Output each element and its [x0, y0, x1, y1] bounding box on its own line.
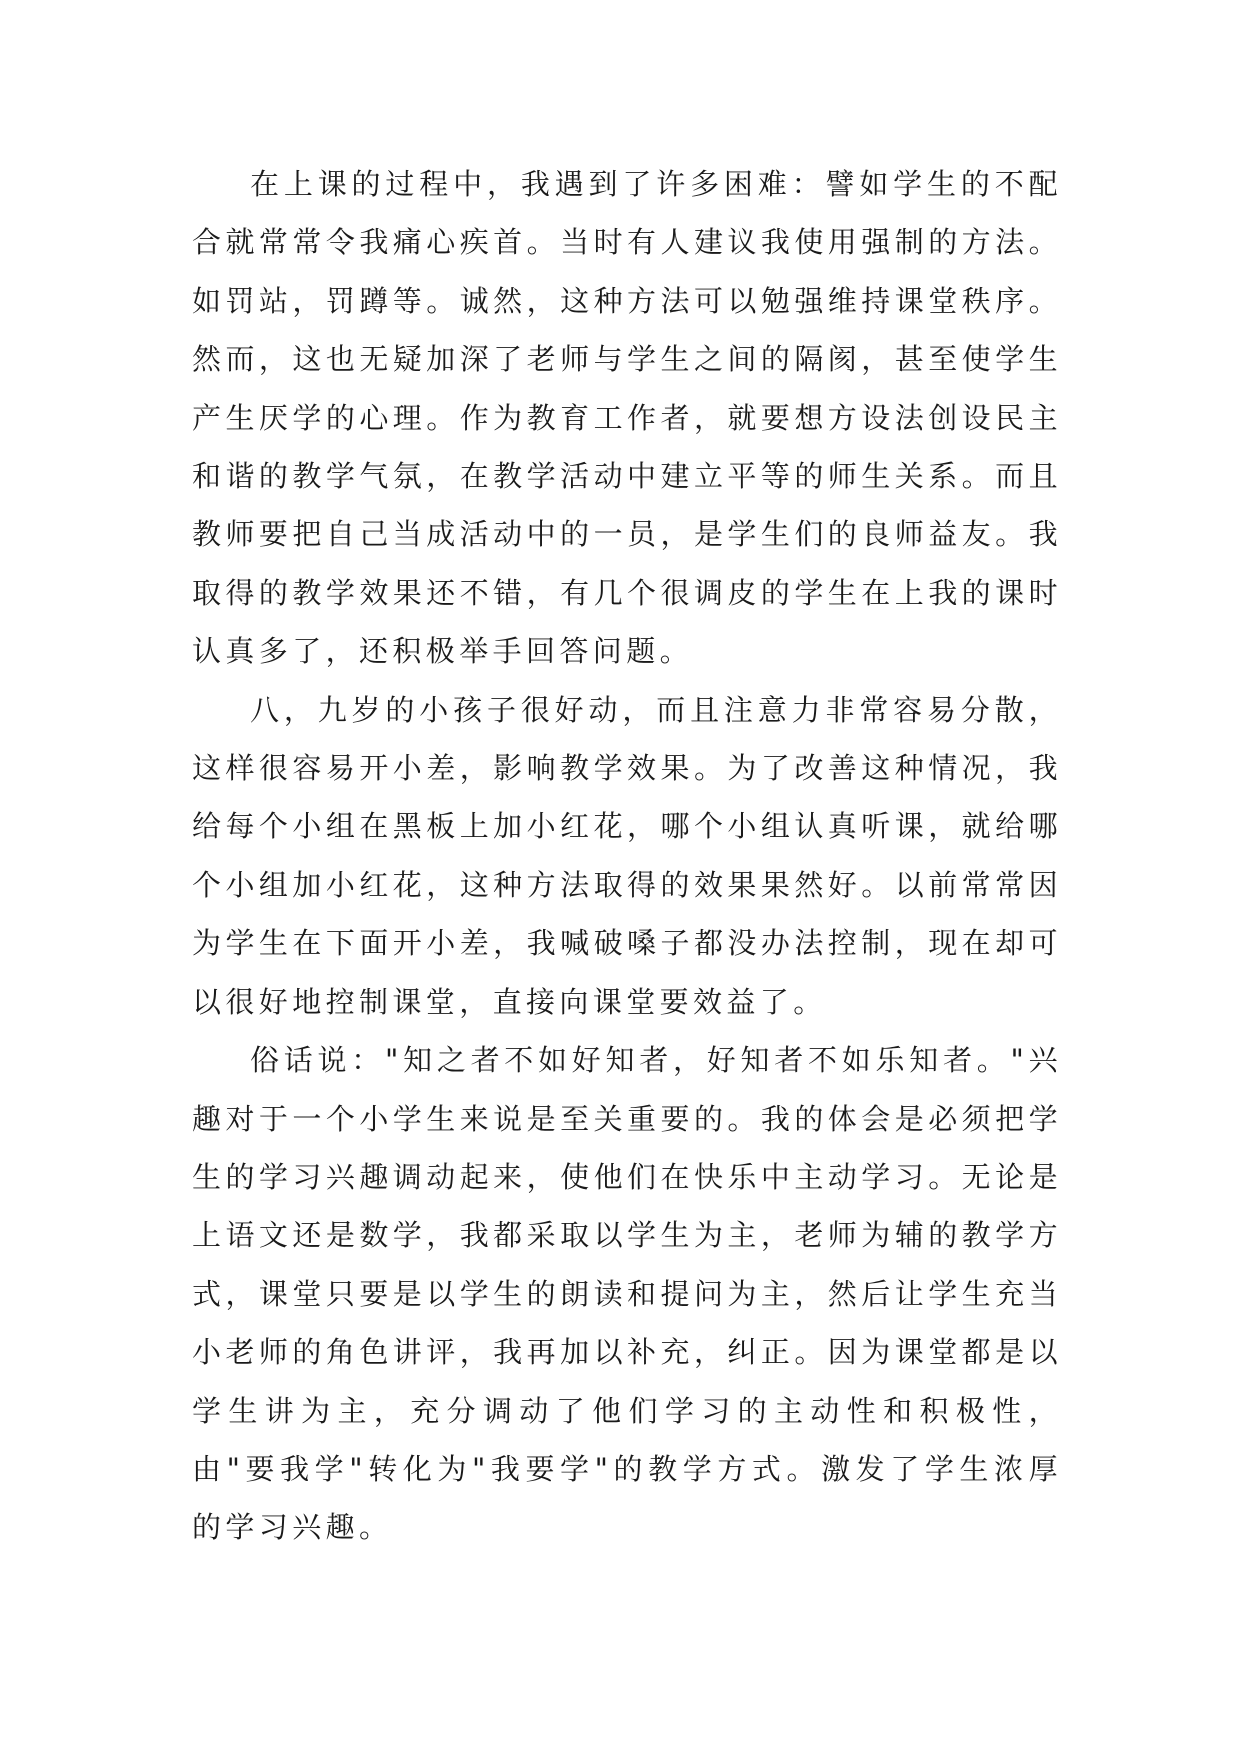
document-body [192, 155, 1062, 1557]
paragraph-red-flower-method: 八，九岁的小孩子很好动，而且注意力非常容易分散，这样很容易开小差，影响教学效果。为了改善这种情况，我给每个小组在黑板上加小红花，哪个小组认真听课，就给哪个小组加小红花，这种方法取得的效果果然好。以前常常因为学生在下面开小差，我喊破嗓子都没办法控制，现在却可以很好地控制课堂，直接向课堂要效益了。 [192, 692, 1062, 1019]
paragraph-classroom-difficulties: 在上课的过程中，我遇到了许多困难：譬如学生的不配合就常常令我痛心疾首。当时有人建议我使用强制的方法。如罚站，罚蹲等。诚然，这种方法可以勉强维持课堂秩序。然而，这也无疑加深了老师与学生之间的隔阂，甚至使学生产生厌学的心理。作为教育工作者，就要想方设法创设民主和谐的教学气氛，在教学活动中建立平等的师生关系。而且教师要把自己当成活动中的一员，是学生们的良师益友。我取得的教学效果还不错，有几个很调皮的学生在上我的课时认真多了，还积极举手回答问题。 [192, 167, 1062, 669]
paragraph-learning-interest: 俗话说："知之者不如好知者，好知者不如乐知者。"兴趣对于一个小学生来说是至关重要的。我的体会是必须把学生的学习兴趣调动起来，使他们在快乐中主动学习。无论是上语文还是数学，我都采取以学生为主，老师为辅的教学方式，课堂只要是以学生的朗读和提问为主，然后让学生充当小老师的角色讲评，我再加以补充，纠正。因为课堂都是以学生讲为主，充分调动了他们学习的主动性和积极性，由"要我学"转化为"我要学"的教学方式。激发了学生浓厚的学习兴趣。 [192, 1043, 1062, 1545]
